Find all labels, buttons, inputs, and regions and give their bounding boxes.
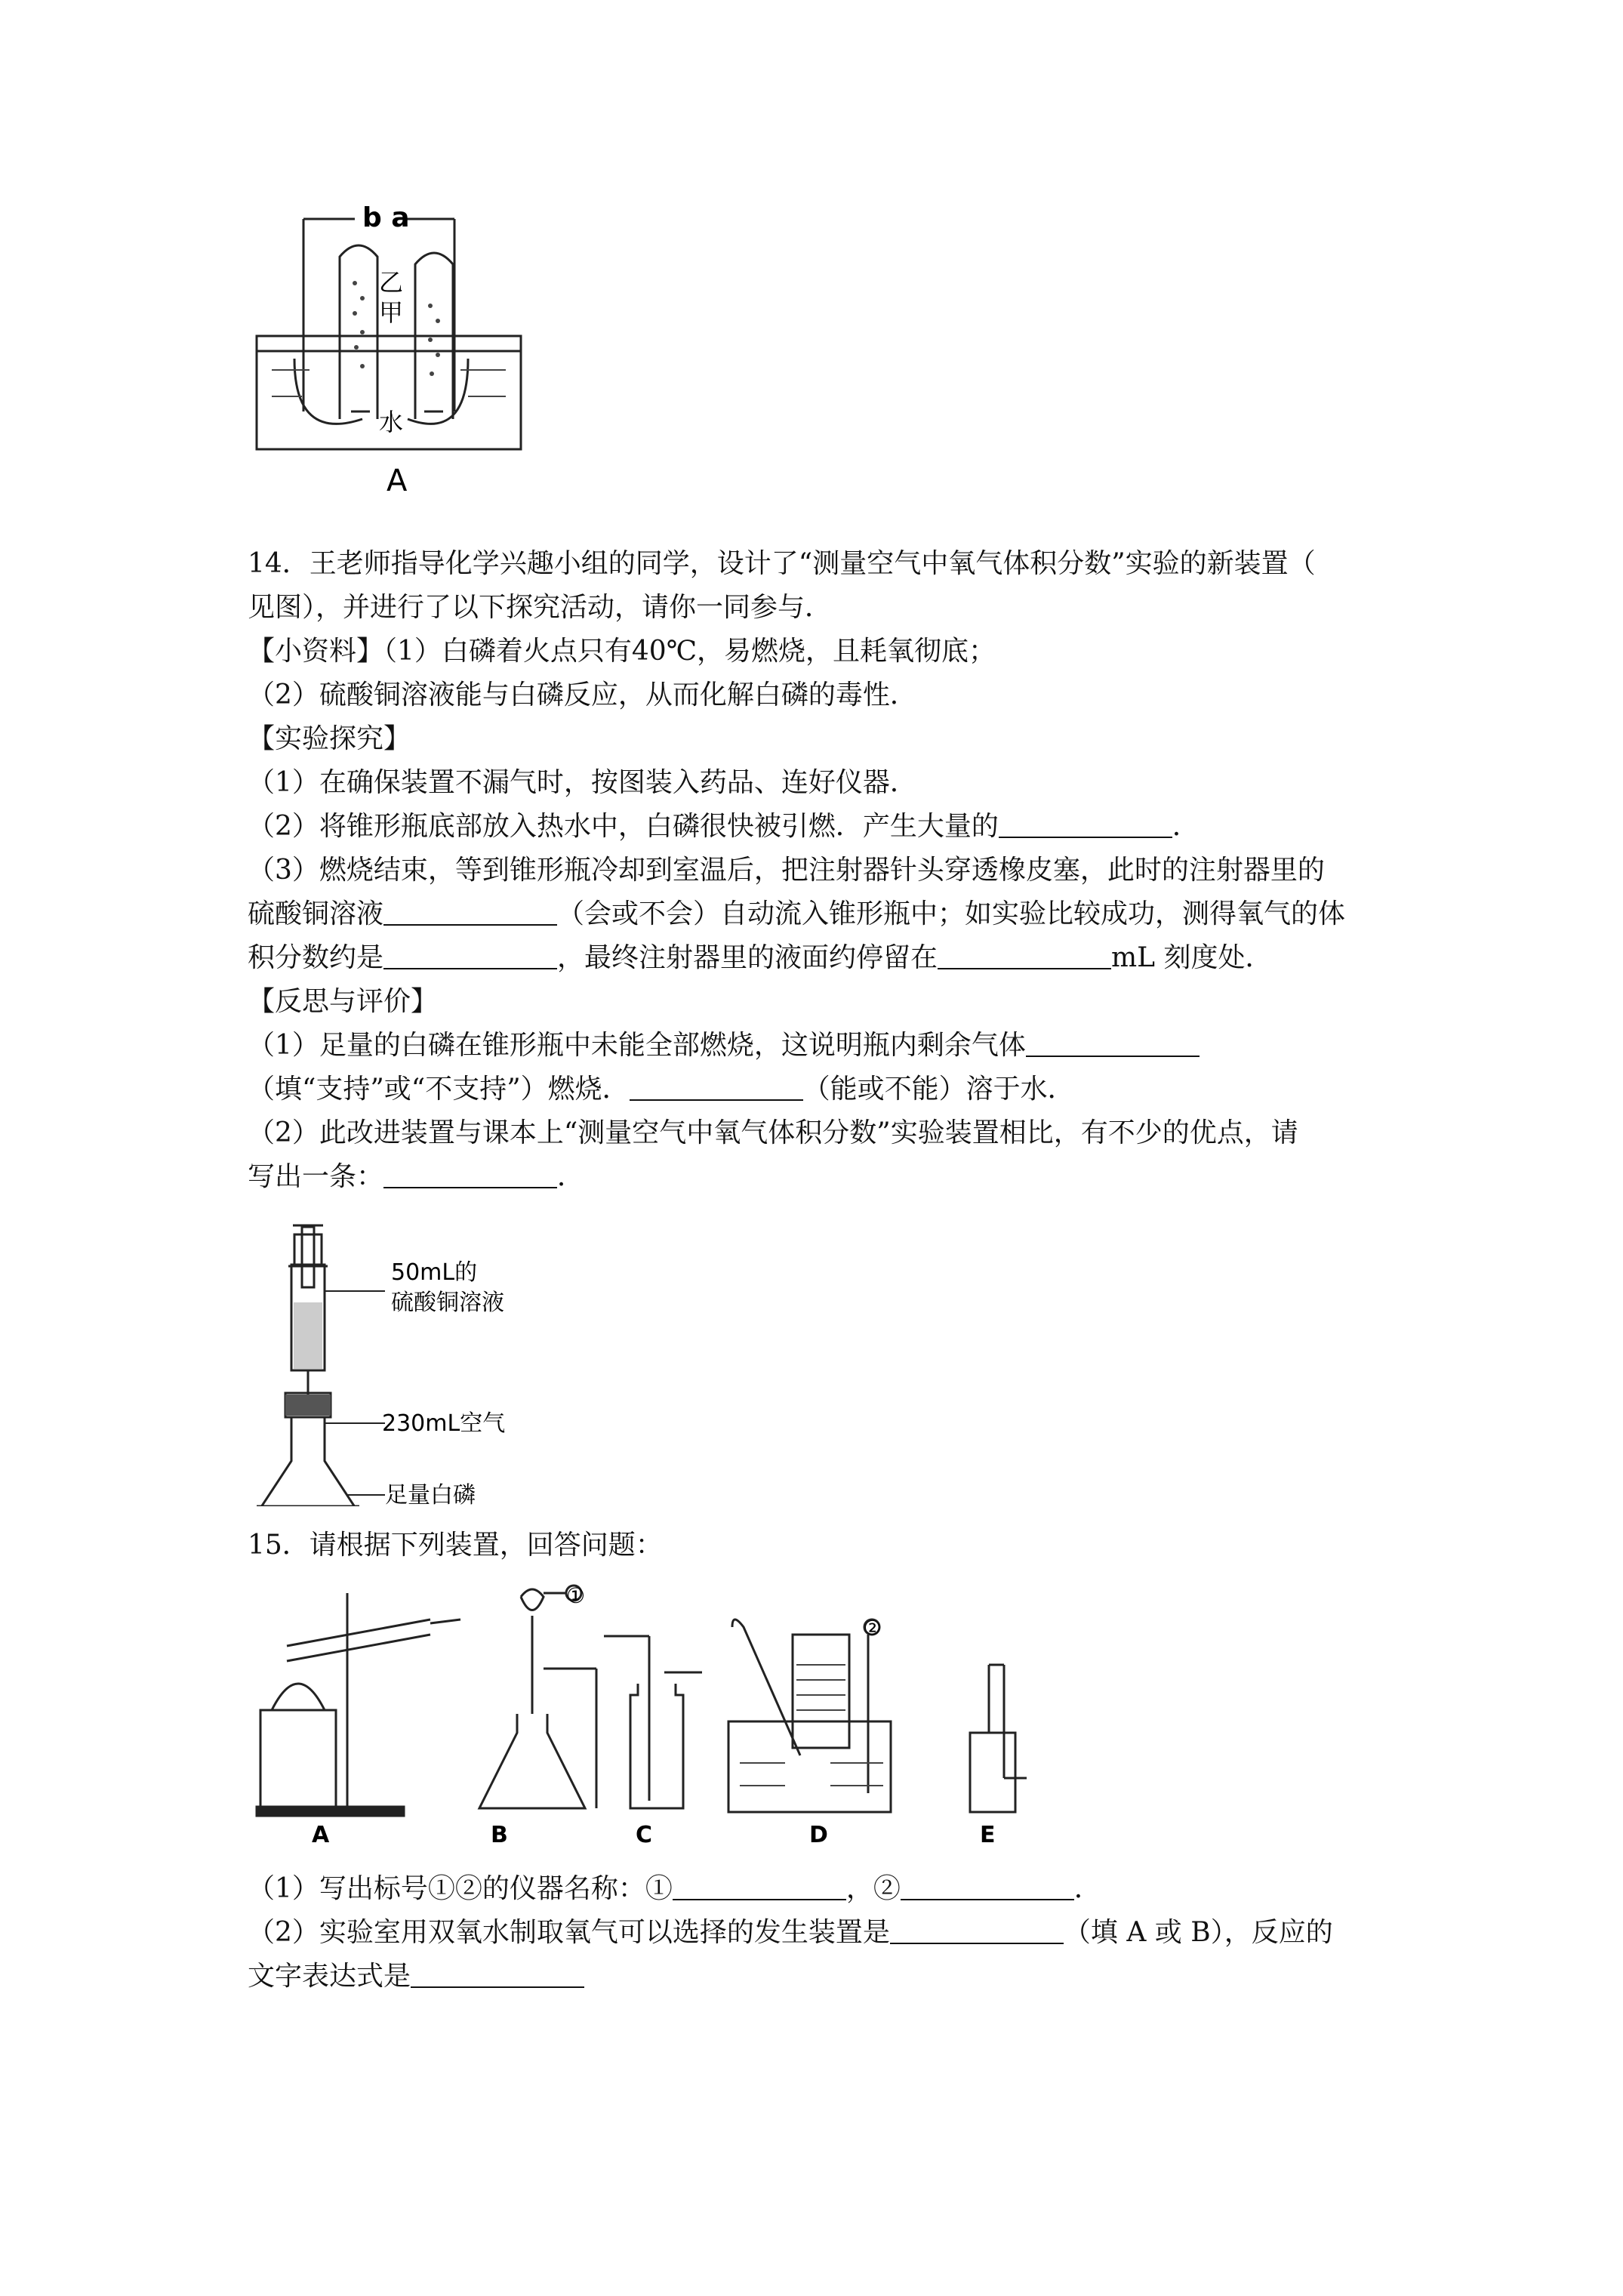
electrolysis-figure — [249, 193, 551, 502]
answer-blank[interactable] — [383, 942, 557, 969]
label-water: 水 — [379, 408, 404, 436]
q14-line-15: 写出一条： ． — [248, 1161, 585, 1192]
answer-blank[interactable] — [630, 1074, 803, 1101]
answer-blank[interactable] — [1026, 1030, 1200, 1057]
q14-line-12: （1）足量的白磷在锥形瓶中未能全部燃烧，这说明瓶内剩余气体 — [248, 1029, 1200, 1062]
flask-air-label: 230mL空气 — [382, 1410, 506, 1437]
answer-blank[interactable] — [901, 1873, 1074, 1900]
answer-blank[interactable] — [673, 1873, 846, 1900]
label-yi: 乙 — [379, 268, 404, 297]
q14-line-14: （2）此改进装置与课本上“测量空气中氧气体积分数”实验装置相比，有不少的优点，请 — [248, 1117, 1298, 1148]
q14-line-8: （3）燃烧结束，等到锥形瓶冷却到室温后，把注射器针头穿透橡皮塞，此时的注射器里的 — [248, 855, 1325, 886]
q14-line-7: （2）将锥形瓶底部放入热水中，白磷很快被引燃．产生大量的 ． — [248, 811, 1200, 842]
marker-1: ① — [566, 1583, 586, 1608]
answer-blank[interactable] — [999, 811, 1172, 838]
label-b: B — [491, 1822, 508, 1848]
answer-blank[interactable] — [383, 898, 557, 926]
q14-line-11: 【反思与评价】 — [248, 986, 439, 1017]
q14-line-1: 14．王老师指导化学兴趣小组的同学，设计了“测量空气中氧气体积分数”实验的新装置（ — [248, 548, 1316, 579]
q15-line-3: 文字表达式是 — [248, 1960, 584, 1993]
q15-line-2: （2）实验室用双氧水制取氧气可以选择的发生装置是 （填 A 或 B），反应的 — [248, 1917, 1333, 1948]
syringe-label-volume: 50mL的 — [391, 1259, 478, 1286]
label-jia: 甲 — [379, 298, 404, 327]
answer-blank[interactable] — [938, 942, 1111, 969]
q14-line-13: （填“支持”或“不支持”）燃烧． （能或不能）溶于水． — [248, 1074, 1075, 1105]
label-c: C — [636, 1822, 653, 1848]
q14-line-3: 【小资料】（1）白磷着火点只有40℃，易燃烧，且耗氧彻底； — [248, 636, 996, 667]
q15-title: 15．请根据下列装置，回答问题： — [248, 1530, 663, 1561]
q14-line-5: 【实验探究】 — [248, 723, 411, 754]
q14-line-6: （1）在确保装置不漏气时，按图装入药品、连好仪器． — [248, 767, 917, 798]
flask-phosphorus-label: 足量白磷 — [385, 1482, 476, 1506]
figure-caption-a: A — [387, 464, 408, 498]
q14-line-4: （2）硫酸铜溶液能与白磷反应，从而化解白磷的毒性． — [248, 680, 917, 710]
answer-blank[interactable] — [411, 1961, 584, 1988]
answer-blank[interactable] — [890, 1917, 1064, 1944]
label-e: E — [980, 1822, 996, 1848]
syringe-flask-figure — [249, 1219, 566, 1506]
answer-blank[interactable] — [383, 1161, 557, 1188]
marker-2: ② — [864, 1617, 882, 1640]
label-d: D — [809, 1822, 828, 1848]
q15-line-1: （1）写出标号①②的仪器名称：① ，② ． — [248, 1873, 1101, 1904]
q14-line-9: 硫酸铜溶液 （会或不会）自动流入锥形瓶中；如实验比较成功，测得氧气的体 — [248, 898, 1346, 929]
apparatus-row-figure — [242, 1582, 1072, 1850]
q14-line-10: 积分数约是 ，最终注射器里的液面约停留在 mL 刻度处． — [248, 942, 1273, 973]
syringe-label-solution: 硫酸铜溶液 — [391, 1290, 504, 1316]
q14-line-2: 见图），并进行了以下探究活动，请你一同参与． — [248, 592, 833, 623]
figure-top-label: b a — [362, 202, 410, 233]
label-a: A — [312, 1822, 330, 1848]
